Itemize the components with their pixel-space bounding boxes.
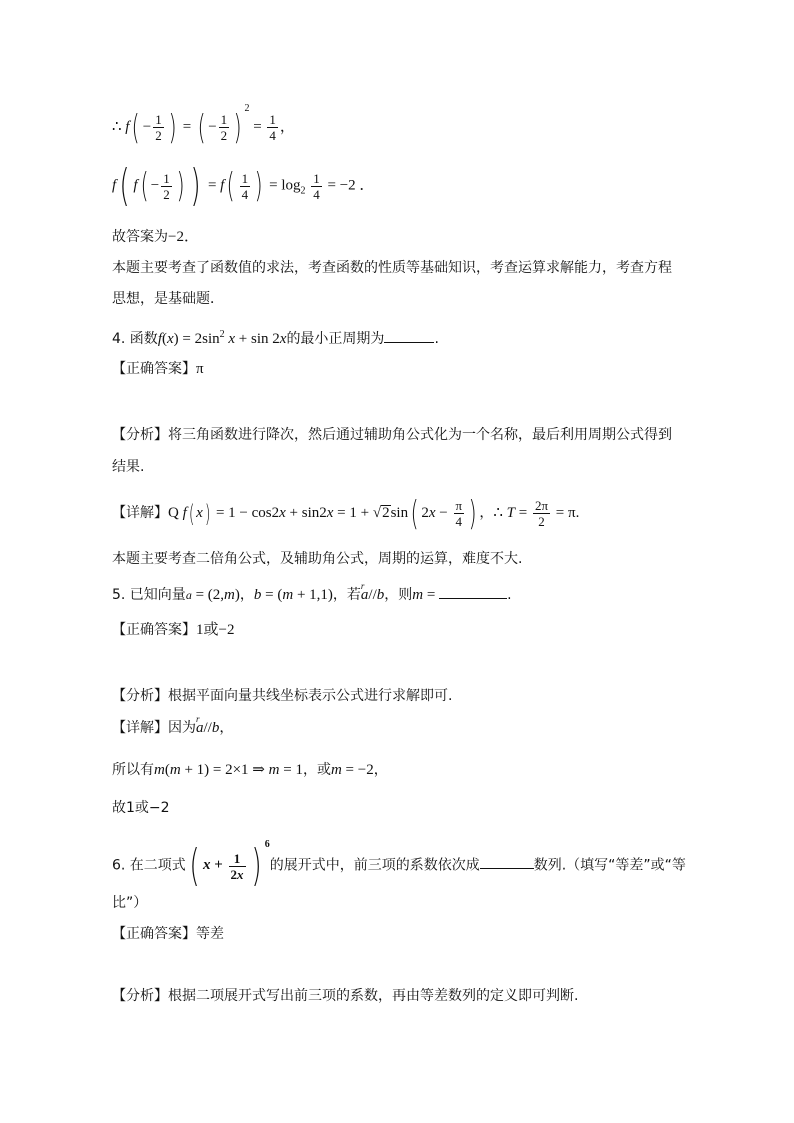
answer-label: 故答案为 (112, 229, 168, 245)
so5-end: ， (373, 762, 388, 778)
question-6: 6. 在二项式( x + $\frac{1}{2x}$ ) $^6$的展开式中，前三项的系数依次成 数列.（填写“等差”或“等 (112, 839, 686, 891)
q6-mid: 的展开式中，前三项的系数依次成 (269, 857, 480, 874)
q4-prefix: 4. 函数 (112, 331, 158, 347)
analysis-4a: 【分析】将三角函数进行降次，然后通过辅助角公式化为一个名称，最后利用周期公式得到 (112, 427, 672, 443)
conclusion-5: 故1或−2 (112, 800, 170, 816)
summary-4: 本题主要考查二倍角公式，及辅助角公式，周期的运算，难度不大. (112, 551, 523, 567)
q5-end: . (507, 587, 512, 603)
q6-prefix: 6. 在二项式 (112, 857, 186, 874)
question-4: 4. 函数$f(x) = 2\sin^2$ x + sin 2x的最小正周期为 . (112, 329, 439, 347)
question-5: 5. 已知向量a = (2,m)，b = (m + 1,1)，若r a//b，则m = . (112, 584, 512, 605)
q6-suffix: 数列.（填写“等差”或“等 (533, 857, 686, 874)
answer-value: −2． (168, 229, 199, 245)
det4-comma: ， (479, 504, 494, 521)
period: ． (359, 175, 375, 194)
q6-blank (480, 854, 534, 869)
equation-line-1: ∴ f( − $\frac{1}{2}$ ) = ( − $\frac{1}{2}$ ) $^2$ = $\frac{1}{4}$ ， (112, 102, 295, 148)
so5-or: ，或 (302, 762, 331, 778)
det5-label: 【详解】因为 (112, 720, 196, 736)
ans5-label: 【正确答案】 (112, 622, 196, 638)
q5-then: ，则 (384, 587, 413, 603)
summary-1a: 本题主要考查了函数值的求法，考查函数的性质等基础知识，考查运算求解能力，考查方程 (112, 260, 672, 276)
so5-prefix: 所以有 (112, 762, 154, 778)
ans5-value: 1或−2 (196, 622, 235, 638)
q5-prefix: 5. 已知向量 (112, 587, 186, 603)
comma: ， (279, 116, 295, 135)
question-6b: 比”） (112, 895, 148, 911)
det4-label: 【详解】 (112, 504, 168, 521)
q4-end: . (434, 331, 439, 347)
analysis-5: 【分析】根据平面向量共线坐标表示公式进行求解即可. (112, 688, 453, 704)
equation-line-2: f( f( − $\frac{1}{2}$ ) ) = f( $\frac{1}{4}$ ) = $\log_2$ $\frac{1}{4}$ = −2 ． (112, 160, 375, 211)
analysis-4b: 结果. (112, 459, 145, 475)
analysis-6: 【分析】根据二项展开式写出前三项的系数，再由等差数列的定义即可判断. (112, 988, 579, 1004)
answer-line-1 (112, 227, 199, 247)
det5-end: ， (219, 720, 234, 736)
answer-6 (112, 924, 224, 944)
q4-blank (384, 328, 434, 343)
ans6-value: 等差 (196, 926, 224, 942)
q5-sep: ， (239, 587, 254, 603)
detail-5: 【详解】因为r a//b， (112, 718, 233, 738)
ans4-value: π (196, 361, 204, 377)
q5-blank (439, 584, 507, 599)
derivation-5: 所以有m(m + 1) = 2×1 ⇒ m = 1，或m = −2， (112, 762, 388, 778)
detail-4: 【详解】Q f( x) = 1 − cos2x + sin2x = 1 + √2sin( 2x − $\frac{\pi}{4}$ ) ，∴ T = $\frac{2\pi}{2}$ = π. (112, 493, 580, 534)
answer-5 (112, 620, 234, 640)
answer-4 (112, 359, 204, 379)
q4-suffix: 的最小正周期为 (286, 331, 385, 347)
ans6-label: 【正确答案】 (112, 926, 196, 942)
ans4-label: 【正确答案】 (112, 361, 196, 377)
summary-1b: 思想，是基础题． (112, 291, 224, 307)
q5-if: ，若 (332, 587, 361, 603)
